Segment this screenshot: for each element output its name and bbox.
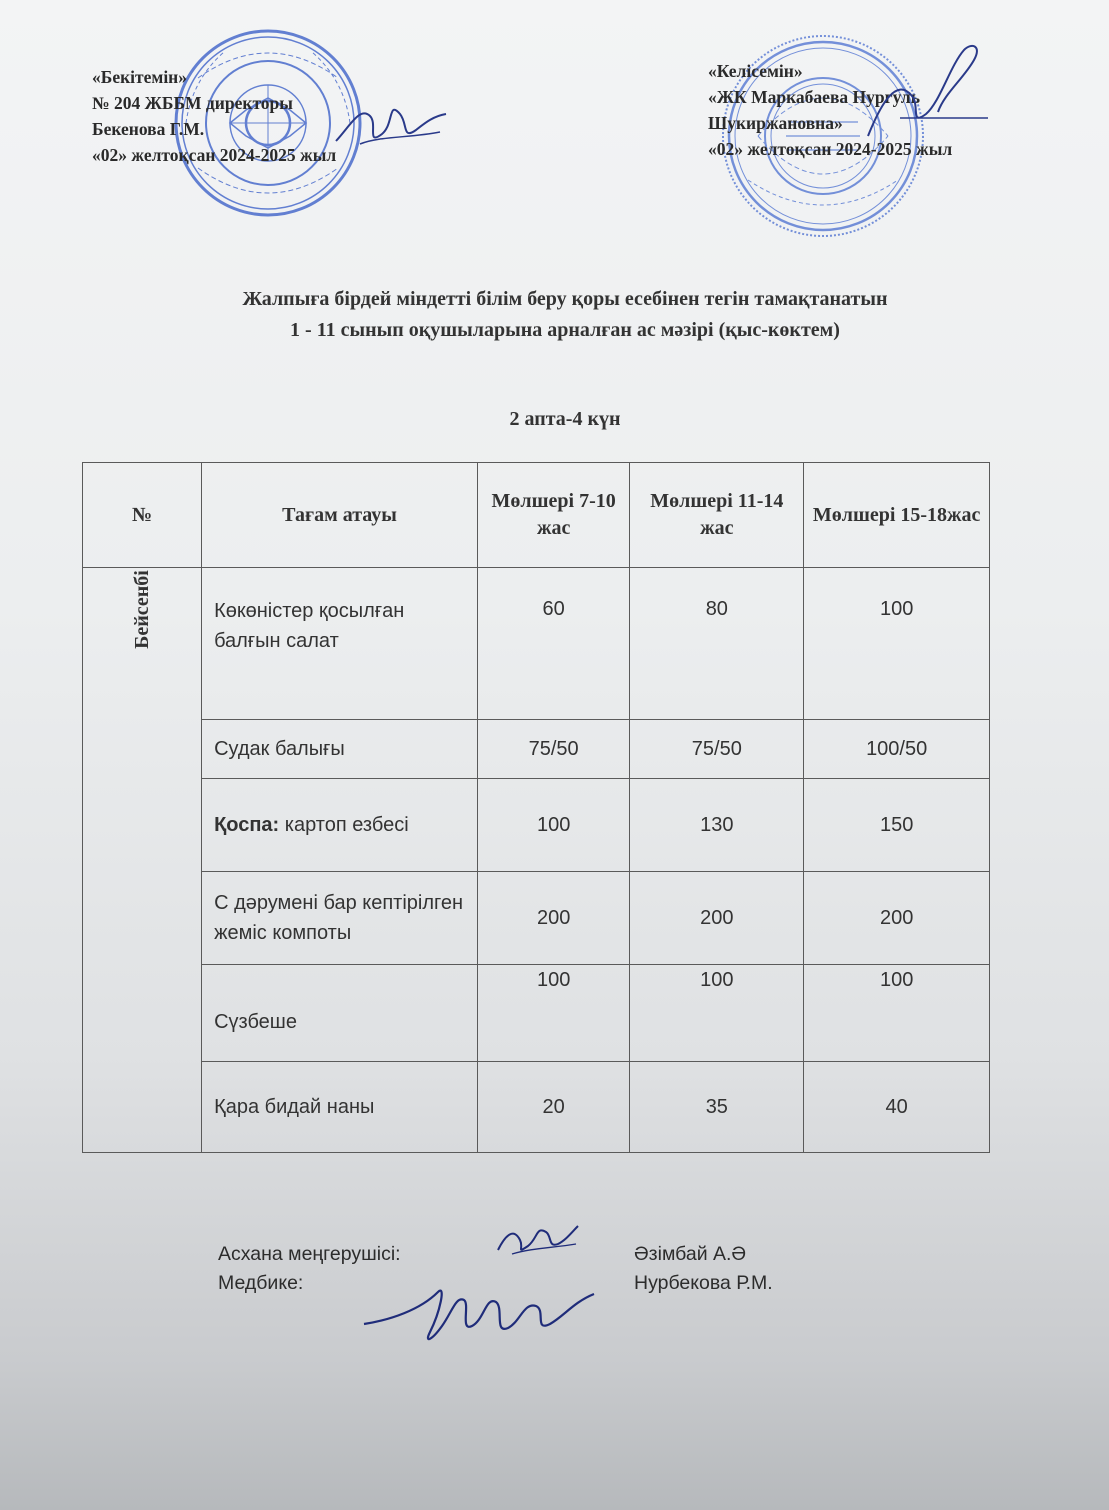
table-header-row (83, 463, 990, 568)
day-cell (83, 568, 202, 1153)
dish-name: Көкөністер қосылған балғын салат (202, 568, 478, 720)
approver-name: Бекенова Г.М. (92, 119, 205, 139)
portion-11-14: 75/50 (630, 720, 804, 779)
nurse-role: Медбике: (218, 1272, 304, 1294)
partner-signature (860, 36, 990, 146)
table-row (83, 1062, 990, 1153)
approve-date: «02» желтоқсан 2024-2025 жыл (92, 145, 337, 165)
nurse-name: Нурбекова Р.М. (634, 1272, 773, 1294)
menu-table (82, 462, 990, 1153)
dish-name: Қара бидай наны (202, 1062, 478, 1153)
portion-15-18: 200 (804, 872, 990, 965)
table-row (83, 568, 990, 720)
agree-date: «02» желтоқсан 2024-2025 жыл (708, 139, 953, 159)
portion-7-10: 60 (477, 568, 629, 720)
agreer-name-line1: «ЖК Маркабаева Нургуль (708, 87, 920, 107)
title-line-1: Жалпыға бірдей міндетті білім беру қоры есебінен тегін тамақтанатын (242, 288, 888, 310)
title-line-2: 1 - 11 сынып оқушыларына арналған ас мәзірі (қыс-көктем) (290, 319, 840, 341)
portion-11-14: 130 (630, 779, 804, 872)
table-row (83, 872, 990, 965)
portion-11-14: 35 (630, 1062, 804, 1153)
header-dish-name: Тағам атауы (202, 463, 478, 568)
portion-15-18: 100 (804, 568, 990, 720)
header-portion-7-10: Мөлшері 7-10 жас (477, 463, 629, 568)
dish-name: Судак балығы (202, 720, 478, 779)
week-day-label: 2 апта-4 күн (509, 408, 621, 430)
portion-15-18: 150 (804, 779, 990, 872)
canteen-head-signature (492, 1214, 582, 1264)
dish-name-cell (202, 779, 478, 872)
portion-15-18: 100/50 (804, 720, 990, 779)
canteen-head-role: Асхана меңгерушісі: (218, 1243, 401, 1265)
portion-7-10: 100 (477, 965, 629, 1062)
dish-name: картоп езбесі (279, 814, 409, 836)
agreer-name-line2: Шукиржановна» (708, 113, 843, 133)
portion-7-10: 200 (477, 872, 629, 965)
header-portion-15-18: Мөлшері 15-18жас (804, 463, 990, 568)
table-row (83, 779, 990, 872)
portion-15-18: 100 (804, 965, 990, 1062)
approve-heading: «Бекітемін» (92, 67, 188, 87)
table-row (83, 720, 990, 779)
nurse-signature (360, 1262, 610, 1348)
header-num: № (83, 463, 202, 568)
portion-7-10: 100 (477, 779, 629, 872)
portion-11-14: 80 (630, 568, 804, 720)
day-label: Бейсенбі (130, 570, 153, 649)
portion-11-14: 200 (630, 872, 804, 965)
side-dish-label: Қоспа: (214, 814, 280, 836)
portion-15-18: 40 (804, 1062, 990, 1153)
portion-7-10: 75/50 (477, 720, 629, 779)
agree-heading: «Келісемін» (708, 61, 803, 81)
approver-position: № 204 ЖББМ директоры (92, 93, 293, 113)
canteen-head-name: Әзімбай А.Ә (634, 1243, 747, 1265)
approval-block-left (92, 64, 336, 168)
portion-11-14: 100 (630, 965, 804, 1062)
portion-7-10: 20 (477, 1062, 629, 1153)
footer-names (634, 1240, 773, 1298)
director-signature (330, 86, 450, 156)
dish-name: С дәрумені бар кептірілген жеміс компоты (202, 872, 478, 965)
header-portion-11-14: Мөлшері 11-14 жас (630, 463, 804, 568)
table-row (83, 965, 990, 1062)
document-title (60, 284, 1070, 346)
dish-name: Сүзбеше (202, 965, 478, 1062)
